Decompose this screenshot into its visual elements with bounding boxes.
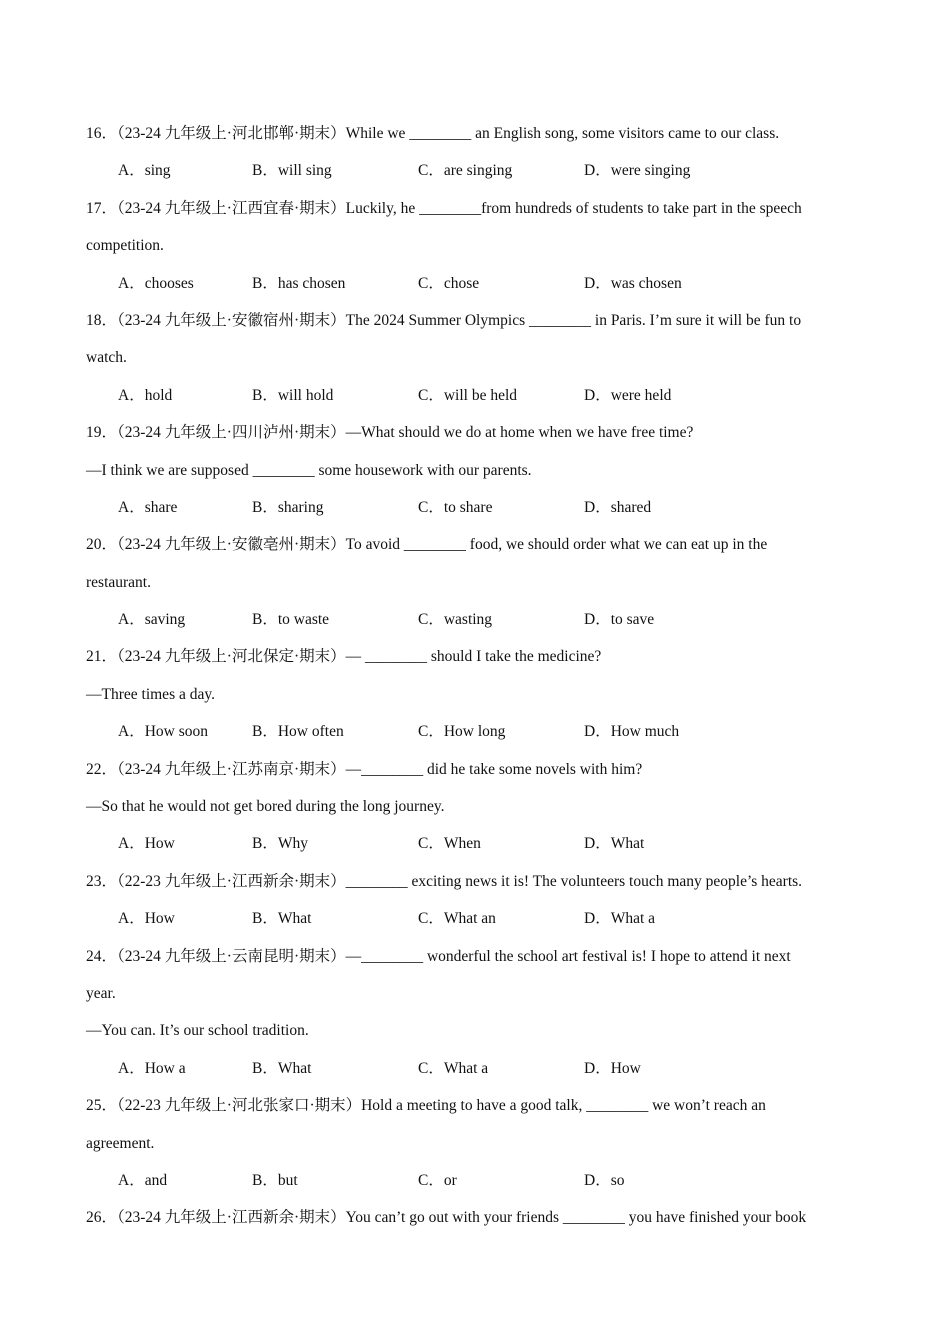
option-a: A．hold — [118, 386, 173, 404]
question-dialogue-reply: —So that he would not get bored during the long journey. — [86, 798, 445, 816]
question-stem-continued: watch. — [86, 349, 127, 367]
options-row — [86, 265, 876, 302]
question-21 — [86, 638, 876, 750]
question-stem: 21．（23-24 九年级上·河北保定·期末）— ________ should I take the medicine? — [86, 648, 602, 666]
question-18 — [86, 302, 876, 414]
option-a: A．How — [118, 835, 175, 853]
question-stem: 16．（23-24 九年级上·河北邯郸·期末）While we ________ an English song, some visitors came to our class. — [86, 125, 780, 142]
options-row — [86, 900, 876, 937]
question-stem: 26．（23-24 九年级上·江西新余·期末）You can’t go out with your friends ________ you have finished your book — [86, 1209, 807, 1227]
option-c: C．will be held — [418, 386, 518, 404]
option-b: B．to waste — [252, 611, 330, 629]
option-b: B．How often — [252, 723, 344, 741]
option-c: C．What a — [418, 1059, 489, 1077]
question-17 — [86, 190, 876, 302]
question-19 — [86, 414, 876, 526]
option-d: D．were held — [584, 386, 672, 404]
option-c: C．chose — [418, 274, 480, 292]
question-stem: 20．（23-24 九年级上·安徽亳州·期末）To avoid ________ food, we should order what we can eat up in the — [86, 536, 768, 554]
options-row — [86, 713, 876, 750]
question-stem: 17．（23-24 九年级上·江西宜春·期末）Luckily, he ________from hundreds of students to take part in the speech — [86, 199, 802, 217]
question-stem-continued: restaurant. — [86, 573, 151, 591]
option-a: A．How a — [118, 1059, 186, 1077]
options-row — [86, 825, 876, 862]
option-a: A．How soon — [118, 723, 208, 741]
option-c: C．What an — [418, 910, 496, 928]
option-b: B．will hold — [252, 386, 334, 404]
option-b: B．but — [252, 1171, 298, 1189]
option-b: B．has chosen — [252, 274, 346, 292]
option-b: B．sharing — [252, 498, 324, 516]
question-stem-continued: competition. — [86, 237, 164, 255]
option-d: D．shared — [584, 498, 652, 516]
question-22 — [86, 751, 876, 863]
option-a: A．How — [118, 910, 175, 928]
question-stem: 18．（23-24 九年级上·安徽宿州·期末）The 2024 Summer Olympics ________ in Paris. I’m sure it will be fun to — [86, 311, 802, 329]
options-row — [86, 377, 876, 414]
question-23 — [86, 863, 876, 938]
question-24 — [86, 938, 876, 1088]
question-stem: 19．（23-24 九年级上·四川泸州·期末）—What should we do at home when we have free time? — [86, 424, 694, 442]
option-c: C．When — [418, 835, 481, 853]
option-b: B．What — [252, 910, 312, 928]
question-stem: 25．（22-23 九年级上·河北张家口·期末）Hold a meeting to have a good talk, ________ we won’t reach an — [86, 1097, 766, 1115]
option-c: C．are singing — [418, 162, 513, 180]
question-stem: 22．（23-24 九年级上·江苏南京·期末）—________ did he take some novels with him? — [86, 760, 643, 778]
option-b: B．will sing — [252, 162, 332, 180]
question-stem: 23．（22-23 九年级上·江西新余·期末）________ exciting news it is! The volunteers touch many people’s hearts. — [86, 872, 803, 890]
option-d: D．What — [584, 835, 645, 853]
question-stem-continued: agreement. — [86, 1134, 155, 1152]
option-a: A．saving — [118, 611, 186, 629]
question-stem: 24．（23-24 九年级上·云南昆明·期末）—________ wonderful the school art festival is! I hope to attend it next — [86, 947, 791, 965]
question-dialogue-reply: —Three times a day. — [86, 685, 215, 703]
question-16 — [86, 115, 876, 190]
option-a: A．and — [118, 1171, 168, 1189]
option-d: D．so — [584, 1171, 625, 1189]
option-c: C．How long — [418, 723, 506, 741]
question-stem-continued: year. — [86, 984, 116, 1002]
option-d: D．were singing — [584, 162, 691, 180]
options-row — [86, 489, 876, 526]
question-26 — [86, 1199, 876, 1236]
options-row — [86, 601, 876, 638]
option-d: D．How much — [584, 723, 680, 741]
options-row — [86, 1050, 876, 1087]
option-d: D．was chosen — [584, 274, 682, 292]
option-c: C．to share — [418, 498, 493, 516]
question-dialogue-reply: —You can. It’s our school tradition. — [86, 1022, 309, 1040]
option-d: D．to save — [584, 611, 655, 629]
option-a: A．share — [118, 498, 178, 516]
question-25 — [86, 1087, 876, 1199]
options-row — [86, 1162, 876, 1199]
question-dialogue-reply: —I think we are supposed ________ some housework with our parents. — [86, 461, 532, 479]
question-20 — [86, 526, 876, 638]
option-c: C．wasting — [418, 611, 493, 629]
option-c: C．or — [418, 1171, 457, 1189]
options-row — [86, 152, 876, 189]
option-d: D．How — [584, 1059, 641, 1077]
option-b: B．What — [252, 1059, 312, 1077]
option-d: D．What a — [584, 910, 656, 928]
question-list — [86, 115, 876, 1237]
option-a: A．sing — [118, 162, 171, 180]
option-a: A．chooses — [118, 274, 194, 292]
option-b: B．Why — [252, 835, 308, 853]
